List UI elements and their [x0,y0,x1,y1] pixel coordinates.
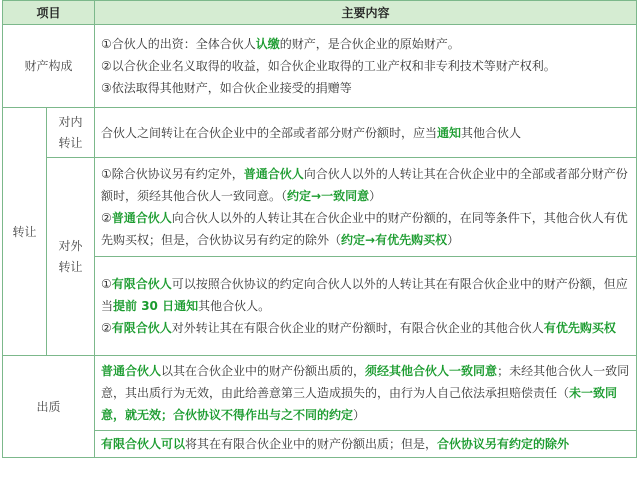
external-label [47,158,95,356]
text: 合伙人之间转让在合伙企业中的全部或者部分财产份额时，应当 [101,125,438,140]
content-table [2,0,637,458]
highlight: 须经其他合伙人一致同意 [365,364,498,378]
property-content [95,25,637,108]
pledge-general-content [95,356,637,431]
external-limited-content [95,257,637,356]
property-line-3: ③依法取得其他财产，如合伙企业接受的捐赠等 [101,81,352,95]
row-transfer-external-limited [3,257,637,356]
highlight: 未一致同意，就无效；合伙协议不得作出与之不同的约定 [101,386,618,422]
text: ；未经其他合伙人一致同意，其出质行为无效，由此给善意第三人造成损失的，由行为人自己依法承担赔偿责任（ [101,364,630,400]
pledge-label: 出质 [3,356,95,458]
header-content: 主要内容 [95,1,637,25]
internal-content [95,108,637,158]
row-transfer-internal [3,108,637,158]
row-transfer-external-general [3,158,637,257]
highlight: 合伙协议另有约定的除外 [437,437,570,451]
highlight: 有优先购买权 [543,321,616,335]
text: 对外转让其在有限合伙企业的财产份额时，有限合伙企业的其他合伙人 [171,321,544,335]
highlight: 约定→有优先购买权 [341,233,448,247]
text: 的财产，是合伙企业的原始财产。 [279,37,460,51]
external-general-p1 [101,163,632,207]
highlight: 认缴 [255,37,280,51]
internal-label [47,108,95,158]
text: 向合伙人以外的人转让其在合伙企业中的财产份额的，在同等条件下，其他合伙人有优先购买权；但是，合伙协议另有约定的除外（ [101,211,628,247]
highlight: 普通合伙人 [111,211,172,225]
text: ② [101,321,112,335]
text: 其他合伙人。 [198,299,271,313]
text: 可以按照合伙协议的约定向合伙人以外的人转让其在有限合伙企业中的财产份额，但应当 [101,277,628,313]
internal-label-2: 转让 [58,135,83,150]
external-general-p2 [101,207,632,251]
highlight: 普通合伙人 [243,167,304,181]
external-limited-p1 [101,273,632,317]
internal-label-1: 对内 [58,114,83,129]
external-label-2: 转让 [58,259,83,274]
highlight: 有限合伙人可以 [101,437,186,451]
text: ② [101,211,112,225]
text: ①除合伙协议另有约定外， [101,167,244,181]
text: ） [369,189,382,203]
text: 以其在合伙企业中的财产份额出质的， [161,364,366,378]
row-pledge-general [3,356,637,431]
text: 其他合伙人 [461,125,522,140]
pledge-limited-content [95,431,637,458]
header-row [3,1,637,25]
header-item: 项目 [3,1,95,25]
text: ① [101,277,112,291]
highlight: 有限合伙人 [111,277,172,291]
text: 将其在有限合伙企业中的财产份额出质；但是， [185,437,438,451]
row-pledge-limited [3,431,637,458]
external-general-content [95,158,637,257]
text: ①合伙人的出资：全体合伙人 [101,37,256,51]
text: ） [353,408,366,422]
highlight: 普通合伙人 [101,364,162,378]
text: ） [447,233,460,247]
highlight: 提前 30 日通知 [113,299,199,313]
external-label-1: 对外 [58,238,83,253]
property-line-1 [101,33,632,55]
transfer-label: 转让 [3,108,47,356]
highlight: 有限合伙人 [111,321,172,335]
property-line-2: ②以合伙企业名义取得的收益，如合伙企业取得的工业产权和非专利技术等财产权利。 [101,59,556,73]
external-limited-p2 [101,317,632,339]
row-property [3,25,637,108]
property-label: 财产构成 [3,25,95,108]
highlight: 约定→一致同意 [287,189,370,203]
text: 向合伙人以外的人转让其在合伙企业中的全部或者部分财产份额时，须经其他合伙人一致同意。（ [101,167,628,203]
highlight: 通知 [437,125,462,140]
